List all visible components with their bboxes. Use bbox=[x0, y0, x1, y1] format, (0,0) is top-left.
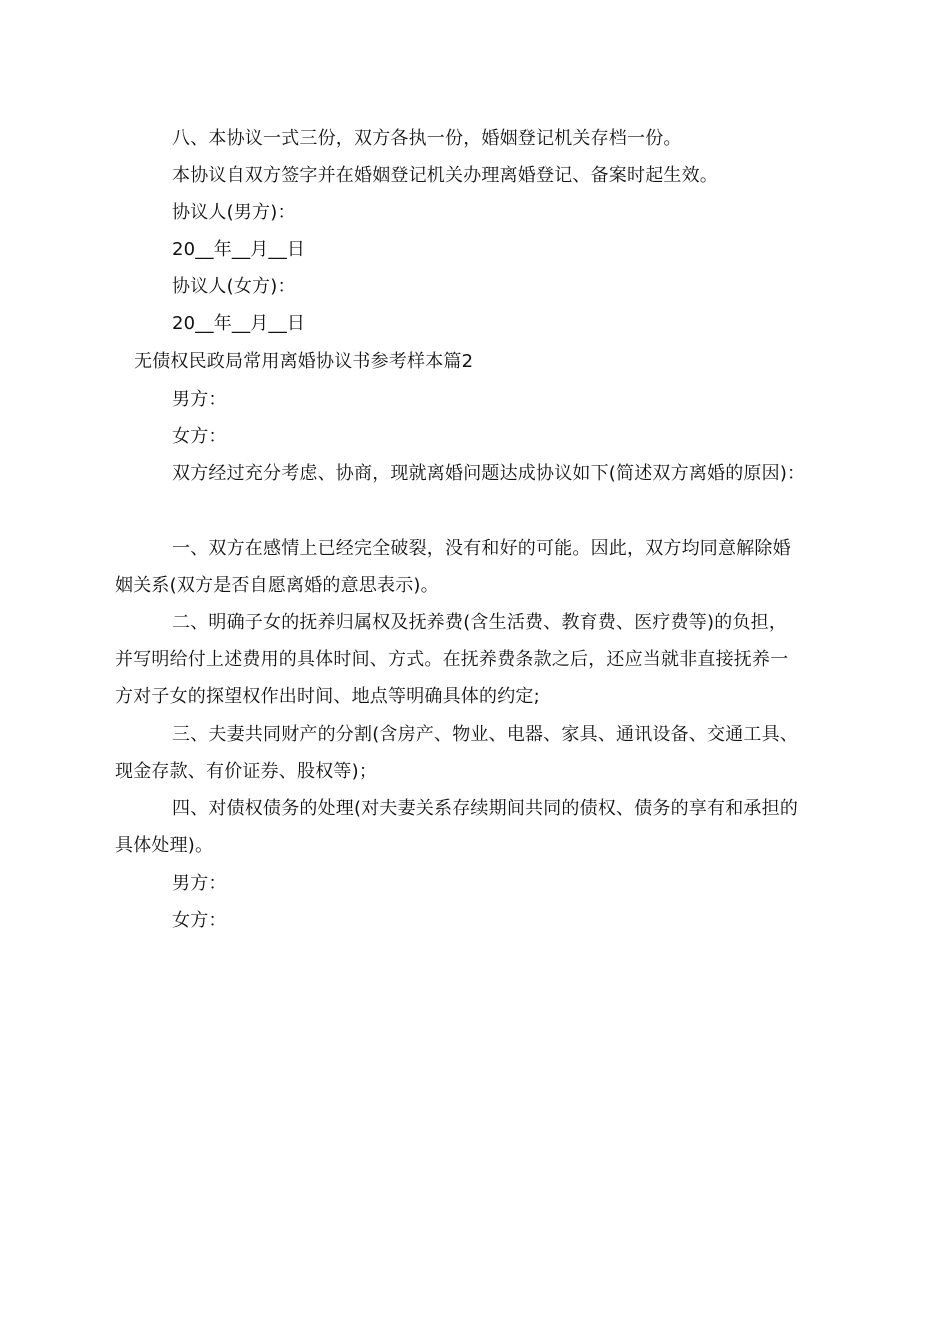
section-heading: 无债权民政局常用离婚协议书参考样本篇2 bbox=[134, 351, 474, 372]
clause-one-line-1: 一、双方在感情上已经完全破裂，没有和好的可能。因此，双方均同意解除婚 bbox=[172, 538, 791, 559]
female-sign-date: 20__年__月__日 bbox=[172, 313, 306, 334]
effective-clause-text: 本协议自双方签字并在婚姻登记机关办理离婚登记、备案时起生效。 bbox=[172, 165, 718, 186]
male-signatory-label: 协议人(男方)： bbox=[172, 202, 296, 223]
clause-three-line-1: 三、夫妻共同财产的分割(含房产、物业、电器、家具、通讯设备、交通工具、 bbox=[172, 724, 799, 745]
clause-two-line-2: 并写明给付上述费用的具体时间、方式。在抚养费条款之后，还应当就非直接抚养一 bbox=[115, 649, 789, 670]
male-sign-date: 20__年__月__日 bbox=[172, 239, 306, 260]
female-signature-label: 女方： bbox=[172, 910, 227, 931]
clause-two-line-1: 二、明确子女的抚养归属权及抚养费(含生活费、教育费、医疗费等)的负担， bbox=[172, 612, 788, 633]
agreement-intro-text: 双方经过充分考虑、协商，现就离婚问题达成协议如下(简述双方离婚的原因)： bbox=[172, 463, 806, 484]
clause-two-line-3: 方对子女的探望权作出时间、地点等明确具体的约定; bbox=[115, 686, 540, 707]
clause-one-line-2: 姻关系(双方是否自愿离婚的意思表示)。 bbox=[115, 575, 439, 596]
male-signature-label: 男方： bbox=[172, 873, 227, 894]
clause-four-line-1: 四、对债权债务的处理(对夫妻关系存续期间共同的债权、债务的享有和承担的 bbox=[172, 798, 799, 819]
clause-three-line-2: 现金存款、有价证券、股权等)； bbox=[115, 761, 378, 782]
male-party-label: 男方： bbox=[172, 389, 227, 410]
clause-four-line-2: 具体处理)。 bbox=[115, 835, 214, 856]
female-party-label: 女方： bbox=[172, 426, 227, 447]
female-signatory-label: 协议人(女方)： bbox=[172, 276, 296, 297]
clause-eight-text: 八、本协议一式三份，双方各执一份，婚姻登记机关存档一份。 bbox=[172, 128, 682, 149]
